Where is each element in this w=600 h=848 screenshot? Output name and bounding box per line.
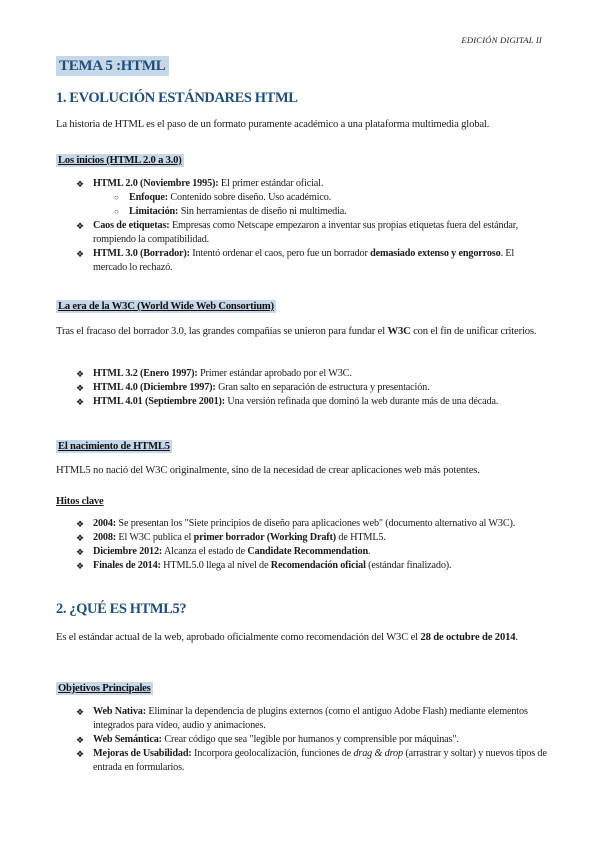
circle-bullet-icon: ○ bbox=[114, 207, 119, 216]
section-2-heading: 2. ¿QUÉ ES HTML5? bbox=[56, 601, 187, 617]
document-title: TEMA 5 :HTML bbox=[56, 56, 169, 76]
nacimiento-heading: El nacimiento de HTML5 bbox=[58, 441, 170, 452]
item-text: Primer estándar aprobado por el W3C. bbox=[197, 368, 352, 379]
item-text: Eliminar la dependencia de plugins externos (como el antiguo Adobe Flash) mediante elementos integrados para vídeo, audio y animaciones. bbox=[93, 706, 528, 731]
paragraph-emphasis: W3C bbox=[387, 326, 411, 337]
list-item bbox=[56, 367, 548, 381]
item-text: Alcanza el estado de bbox=[162, 546, 248, 557]
item-label: Diciembre 2012: bbox=[93, 546, 163, 557]
item-label: HTML 4.01 (Septiembre 2001): bbox=[93, 396, 225, 407]
objetivos-list bbox=[56, 705, 548, 775]
paragraph-emphasis: 28 de octubre de 2014 bbox=[420, 632, 516, 643]
item-text: HTML5.0 llega al nivel de bbox=[160, 560, 271, 571]
diamond-bullet-icon: ❖ bbox=[76, 369, 84, 379]
objetivos-list-wrap bbox=[56, 705, 548, 775]
item-emphasis: primer borrador (Working Draft) bbox=[193, 532, 337, 543]
list-item bbox=[56, 177, 548, 191]
section-1-heading: 1. EVOLUCIÓN ESTÁNDARES HTML bbox=[56, 90, 298, 106]
section-2-paragraph bbox=[56, 630, 548, 645]
list-item bbox=[56, 517, 548, 531]
item-text: (estándar finalizado). bbox=[365, 560, 452, 571]
section-1 bbox=[56, 90, 548, 107]
item-label: Limitación: bbox=[129, 206, 179, 217]
w3c-block bbox=[56, 296, 548, 314]
item-label: HTML 4.0 (Diciembre 1997): bbox=[93, 382, 216, 393]
w3c-paragraph bbox=[56, 324, 548, 339]
list-item bbox=[56, 559, 548, 573]
diamond-bullet-icon: ❖ bbox=[76, 533, 84, 543]
diamond-bullet-icon: ❖ bbox=[76, 221, 84, 231]
list-item bbox=[56, 531, 548, 545]
diamond-bullet-icon: ❖ bbox=[76, 749, 84, 759]
section-2 bbox=[56, 601, 548, 618]
item-label: HTML 2.0 (Noviembre 1995): bbox=[93, 178, 219, 189]
paragraph-text: . bbox=[515, 632, 518, 643]
item-text: Se presentan los "Siete principios de diseño para aplicaciones web" (documento alternativo al W3C). bbox=[116, 518, 516, 529]
diamond-bullet-icon: ❖ bbox=[76, 179, 84, 189]
item-label: HTML 3.0 (Borrador): bbox=[93, 248, 190, 259]
section-2-paragraph-wrap bbox=[56, 630, 548, 645]
page-header: EDICIÓN DIGITAL II bbox=[461, 35, 542, 45]
circle-bullet-icon: ○ bbox=[114, 193, 119, 202]
objetivos-block bbox=[56, 678, 548, 696]
list-item bbox=[56, 395, 548, 409]
paragraph-text: con el fin de unificar criterios. bbox=[410, 326, 537, 337]
item-text: Empresas como Netscape empezaron a inventar sus propias etiquetas fuera del estándar, rompiendo la compatibilidad. bbox=[93, 220, 519, 245]
hitos-block bbox=[56, 491, 548, 509]
inicios-list-wrap bbox=[56, 177, 548, 275]
inicios-block bbox=[56, 150, 548, 168]
paragraph-text: Tras el fracaso del borrador 3.0, las grandes compañías se unieron para fundar el bbox=[56, 326, 388, 337]
item-text: Crear código que sea "legible por humanos y comprensible por máquinas". bbox=[161, 734, 459, 745]
item-text: Incorpora geolocalización, funciones de bbox=[191, 748, 354, 759]
inicios-list bbox=[56, 177, 548, 275]
w3c-list-wrap bbox=[56, 367, 548, 409]
item-text: Contenido sobre diseño. Uso académico. bbox=[168, 192, 332, 203]
w3c-list bbox=[56, 367, 548, 409]
item-label: Mejoras de Usabilidad: bbox=[93, 748, 192, 759]
list-item bbox=[56, 733, 548, 747]
item-label: 2004: bbox=[93, 518, 117, 529]
item-text: Intentó ordenar el caos, pero fue un borrador bbox=[189, 248, 371, 259]
section-1-intro: La historia de HTML es el paso de un formato puramente académico a una plataforma multimedia global. bbox=[56, 119, 490, 130]
item-label: 2008: bbox=[93, 532, 117, 543]
list-item bbox=[56, 545, 548, 559]
item-italic: drag & drop bbox=[353, 748, 403, 759]
item-emphasis: Candidate Recommendation bbox=[247, 546, 369, 557]
nacimiento-block bbox=[56, 436, 548, 454]
diamond-bullet-icon: ❖ bbox=[76, 249, 84, 259]
item-text: (arrastrar y soltar) y nuevos tipos de entrada en formularios. bbox=[93, 748, 547, 773]
w3c-paragraph-wrap bbox=[56, 324, 548, 339]
section-1-intro-wrap bbox=[56, 117, 548, 132]
diamond-bullet-icon: ❖ bbox=[76, 707, 84, 717]
item-text: El primer estándar oficial. bbox=[218, 178, 324, 189]
list-item bbox=[56, 219, 548, 247]
item-label: Finales de 2014: bbox=[93, 560, 161, 571]
diamond-bullet-icon: ❖ bbox=[76, 519, 84, 529]
item-text: Sin herramientas de diseño ni multimedia. bbox=[178, 206, 347, 217]
objetivos-heading: Objetivos Principales bbox=[58, 683, 151, 694]
list-item bbox=[56, 191, 548, 205]
item-label: Web Semántica: bbox=[93, 734, 162, 745]
item-text: El W3C publica el bbox=[116, 532, 194, 543]
list-item bbox=[56, 747, 548, 775]
w3c-heading: La era de la W3C (World Wide Web Consortium) bbox=[58, 301, 274, 312]
list-item bbox=[56, 205, 548, 219]
item-label: Web Nativa: bbox=[93, 706, 146, 717]
item-text: . El mercado lo rechazó. bbox=[93, 248, 515, 273]
hitos-list bbox=[56, 517, 548, 573]
diamond-bullet-icon: ❖ bbox=[76, 397, 84, 407]
diamond-bullet-icon: ❖ bbox=[76, 561, 84, 571]
list-item bbox=[56, 381, 548, 395]
diamond-bullet-icon: ❖ bbox=[76, 383, 84, 393]
diamond-bullet-icon: ❖ bbox=[76, 735, 84, 745]
item-text: Gran salto en separación de estructura y presentación. bbox=[215, 382, 430, 393]
hitos-list-wrap bbox=[56, 517, 548, 573]
list-item bbox=[56, 247, 548, 275]
item-emphasis: Recomendación oficial bbox=[270, 560, 366, 571]
nacimiento-paragraph-wrap bbox=[56, 463, 548, 478]
item-text: de HTML5. bbox=[336, 532, 386, 543]
item-text: . bbox=[368, 546, 371, 557]
item-emphasis: demasiado extenso y engorroso bbox=[370, 248, 501, 259]
nacimiento-paragraph: HTML5 no nació del W3C originalmente, sino de la necesidad de crear aplicaciones web más potentes. bbox=[56, 465, 480, 476]
item-label: Enfoque: bbox=[129, 192, 168, 203]
inicios-heading: Los inicios (HTML 2.0 a 3.0) bbox=[58, 155, 182, 166]
paragraph-text: Es el estándar actual de la web, aprobado oficialmente como recomendación del W3C el bbox=[56, 632, 421, 643]
item-label: HTML 3.2 (Enero 1997): bbox=[93, 368, 198, 379]
hitos-heading: Hitos clave bbox=[56, 496, 104, 507]
item-text: Una versión refinada que dominó la web durante más de una década. bbox=[225, 396, 499, 407]
diamond-bullet-icon: ❖ bbox=[76, 547, 84, 557]
item-label: Caos de etiquetas: bbox=[93, 220, 170, 231]
list-item bbox=[56, 705, 548, 733]
